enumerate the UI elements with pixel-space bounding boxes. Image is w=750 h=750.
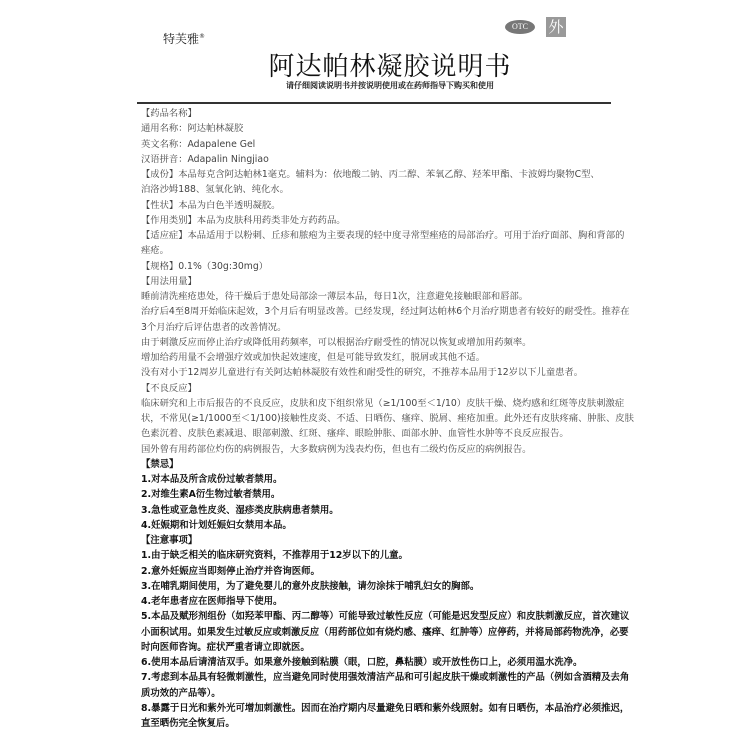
- text-line: 没有对小于12周岁儿童进行有关阿达帕林凝胶有效性和耐受性的研究，不推荐本品用于12岁以下儿童患者。: [141, 367, 584, 379]
- section-heading: 【成份】本品每克含阿达帕林1毫克。辅料为：依地酸二钠、丙二醇、苯氧乙醇、羟苯甲酯、卡波姆均聚物C型、: [141, 169, 600, 180]
- text-line: 质功效的产品等）。: [141, 687, 221, 699]
- text-line: 1.对本品及所含成份过敏者禁用。: [141, 474, 283, 485]
- text-line: 治疗后4至8周开始临床起效，3个月后有明显改善。已经发现，经过阿达帕林6个月治疗期患者有较好的耐受性。推荐在: [141, 306, 630, 318]
- text-line: 临床研究和上市后报告的不良反应，皮肤和皮下组织常见（≥1/100至＜1/10）皮肤干燥、烧灼感和红斑等皮肤刺激症: [141, 397, 625, 409]
- registered-mark: ®: [199, 33, 206, 40]
- text-line: 1.由于缺乏相关的临床研究资料，不推荐用于12岁以下的儿童。: [141, 550, 408, 562]
- section-heading: 【作用类别】本品为皮肤科用药类非处方药药品。: [141, 214, 346, 226]
- section-heading: 【注意事项】: [141, 535, 198, 546]
- text-line: 2.对维生素A衍生物过敏者禁用。: [141, 489, 281, 501]
- text-line: 8.暴露于日光和紫外光可增加刺激性。因而在治疗期内尽量避免日晒和紫外线照射。如有日晒伤，本品治疗必须推迟，: [141, 702, 630, 714]
- text-line: 7.考虑到本品具有轻微刺激性，应当避免同时使用强效清洁产品和可引起皮肤干燥或刺激性的产品（例如含酒精及去角: [141, 672, 630, 684]
- section-heading: 【药品名称】: [141, 108, 197, 119]
- text-line: 4.妊娠期和计划妊娠妇女禁用本品。: [141, 519, 292, 531]
- header-divider: [137, 102, 611, 104]
- text-line: 直至晒伤完全恢复后。: [141, 718, 235, 729]
- external-use-badge: 外: [546, 17, 566, 37]
- otc-badge: OTC: [505, 20, 535, 34]
- text-line: 色素沉着、皮肤色素减退、眼部刺激、红斑、瘙痒、眼睑肿胀、面部水肿、血管性水肿等不良反应报告。: [141, 428, 569, 440]
- text-line: 5.本品及赋形剂组份（如羟苯甲酯、丙二醇等）可能导致过敏性反应（可能是迟发型反应）和皮肤刺激反应，首次建议: [141, 611, 630, 623]
- leaflet-body: [141, 106, 634, 731]
- section-heading: 【禁忌】: [141, 458, 179, 470]
- text-line: 睡前清洗痤疮患处，待干燥后于患处局部涂一薄层本品，每日1次，注意避免接触眼部和唇部。: [141, 291, 529, 302]
- section-heading: 【用法用量】: [141, 275, 197, 287]
- text-line: 6.使用本品后请清洁双手。如果意外接触到粘膜（眼，口腔，鼻粘膜）或开放性伤口上，必须用温水洗净。: [141, 657, 583, 668]
- text-line: 泊洛沙姆188、氢氧化钠、纯化水。: [141, 184, 289, 196]
- document-title: 阿达帕林凝胶说明书: [268, 52, 512, 82]
- text-line: 3.急性或亚急性皮炎、湿疹类皮肤病患者禁用。: [141, 504, 339, 516]
- text-line: 英文名称：Adapalene Gel: [141, 138, 256, 150]
- text-line: 通用名称：阿达帕林凝胶: [141, 123, 244, 135]
- text-line: 汉语拼音：Adapalin Ningjiao: [141, 153, 269, 165]
- document-subtitle: 请仔细阅读说明书并按说明使用或在药师指导下购买和使用: [286, 81, 494, 90]
- text-line: 由于刺激反应而停止治疗或降低用药频率，可以根据治疗耐受性的情况以恢复或增加用药频率。: [141, 336, 532, 348]
- section-heading: 【适应症】本品适用于以粉刺、丘疹和脓疱为主要表现的轻中度寻常型痤疮的局部治疗。可用于治疗面部、胸和背部的: [141, 230, 625, 241]
- text-line: 增加给药用量不会增强疗效或加快起效速度，但是可能导致发红，脱屑或其他不适。: [141, 352, 485, 363]
- brand-text: 特芙雅: [163, 32, 200, 46]
- text-line: 3个月治疗后评估患者的改善情况。: [141, 321, 287, 333]
- text-line: 4.老年患者应在医师指导下使用。: [141, 596, 283, 607]
- text-line: 国外曾有用药部位灼伤的病例报告，大多数病例为浅表灼伤，但也有二级灼伤反应的病例报告。: [141, 443, 532, 455]
- text-line: 小面积试用。如果发生过敏反应或刺激反应（用药部位如有烧灼感、瘙痒、红肿等）应停药，并将局部药物洗净，必要: [141, 626, 629, 638]
- text-line: 状，不常见(≥1/1000至＜1/100)接触性皮炎、不适、日晒伤、瘙痒、脱屑、痤疮加重。此外还有皮肤疼痛、肿胀、皮肤: [141, 413, 634, 424]
- section-heading: 【性状】本品为白色半透明凝胶。: [141, 199, 281, 211]
- text-line: 痤疮。: [141, 245, 169, 257]
- text-line: 3.在哺乳期间使用，为了避免婴儿的意外皮肤接触，请勿涂抹于哺乳妇女的胸部。: [141, 580, 480, 592]
- brand-name: [163, 30, 205, 47]
- text-line: 2.意外妊娠应当即刻停止治疗并咨询医师。: [141, 565, 320, 577]
- section-heading: 【规格】0.1%（30g:30mg）: [141, 260, 269, 272]
- text-line: 时向医师咨询。症状严重者请立即就医。: [141, 641, 310, 653]
- section-heading: 【不良反应】: [141, 382, 197, 394]
